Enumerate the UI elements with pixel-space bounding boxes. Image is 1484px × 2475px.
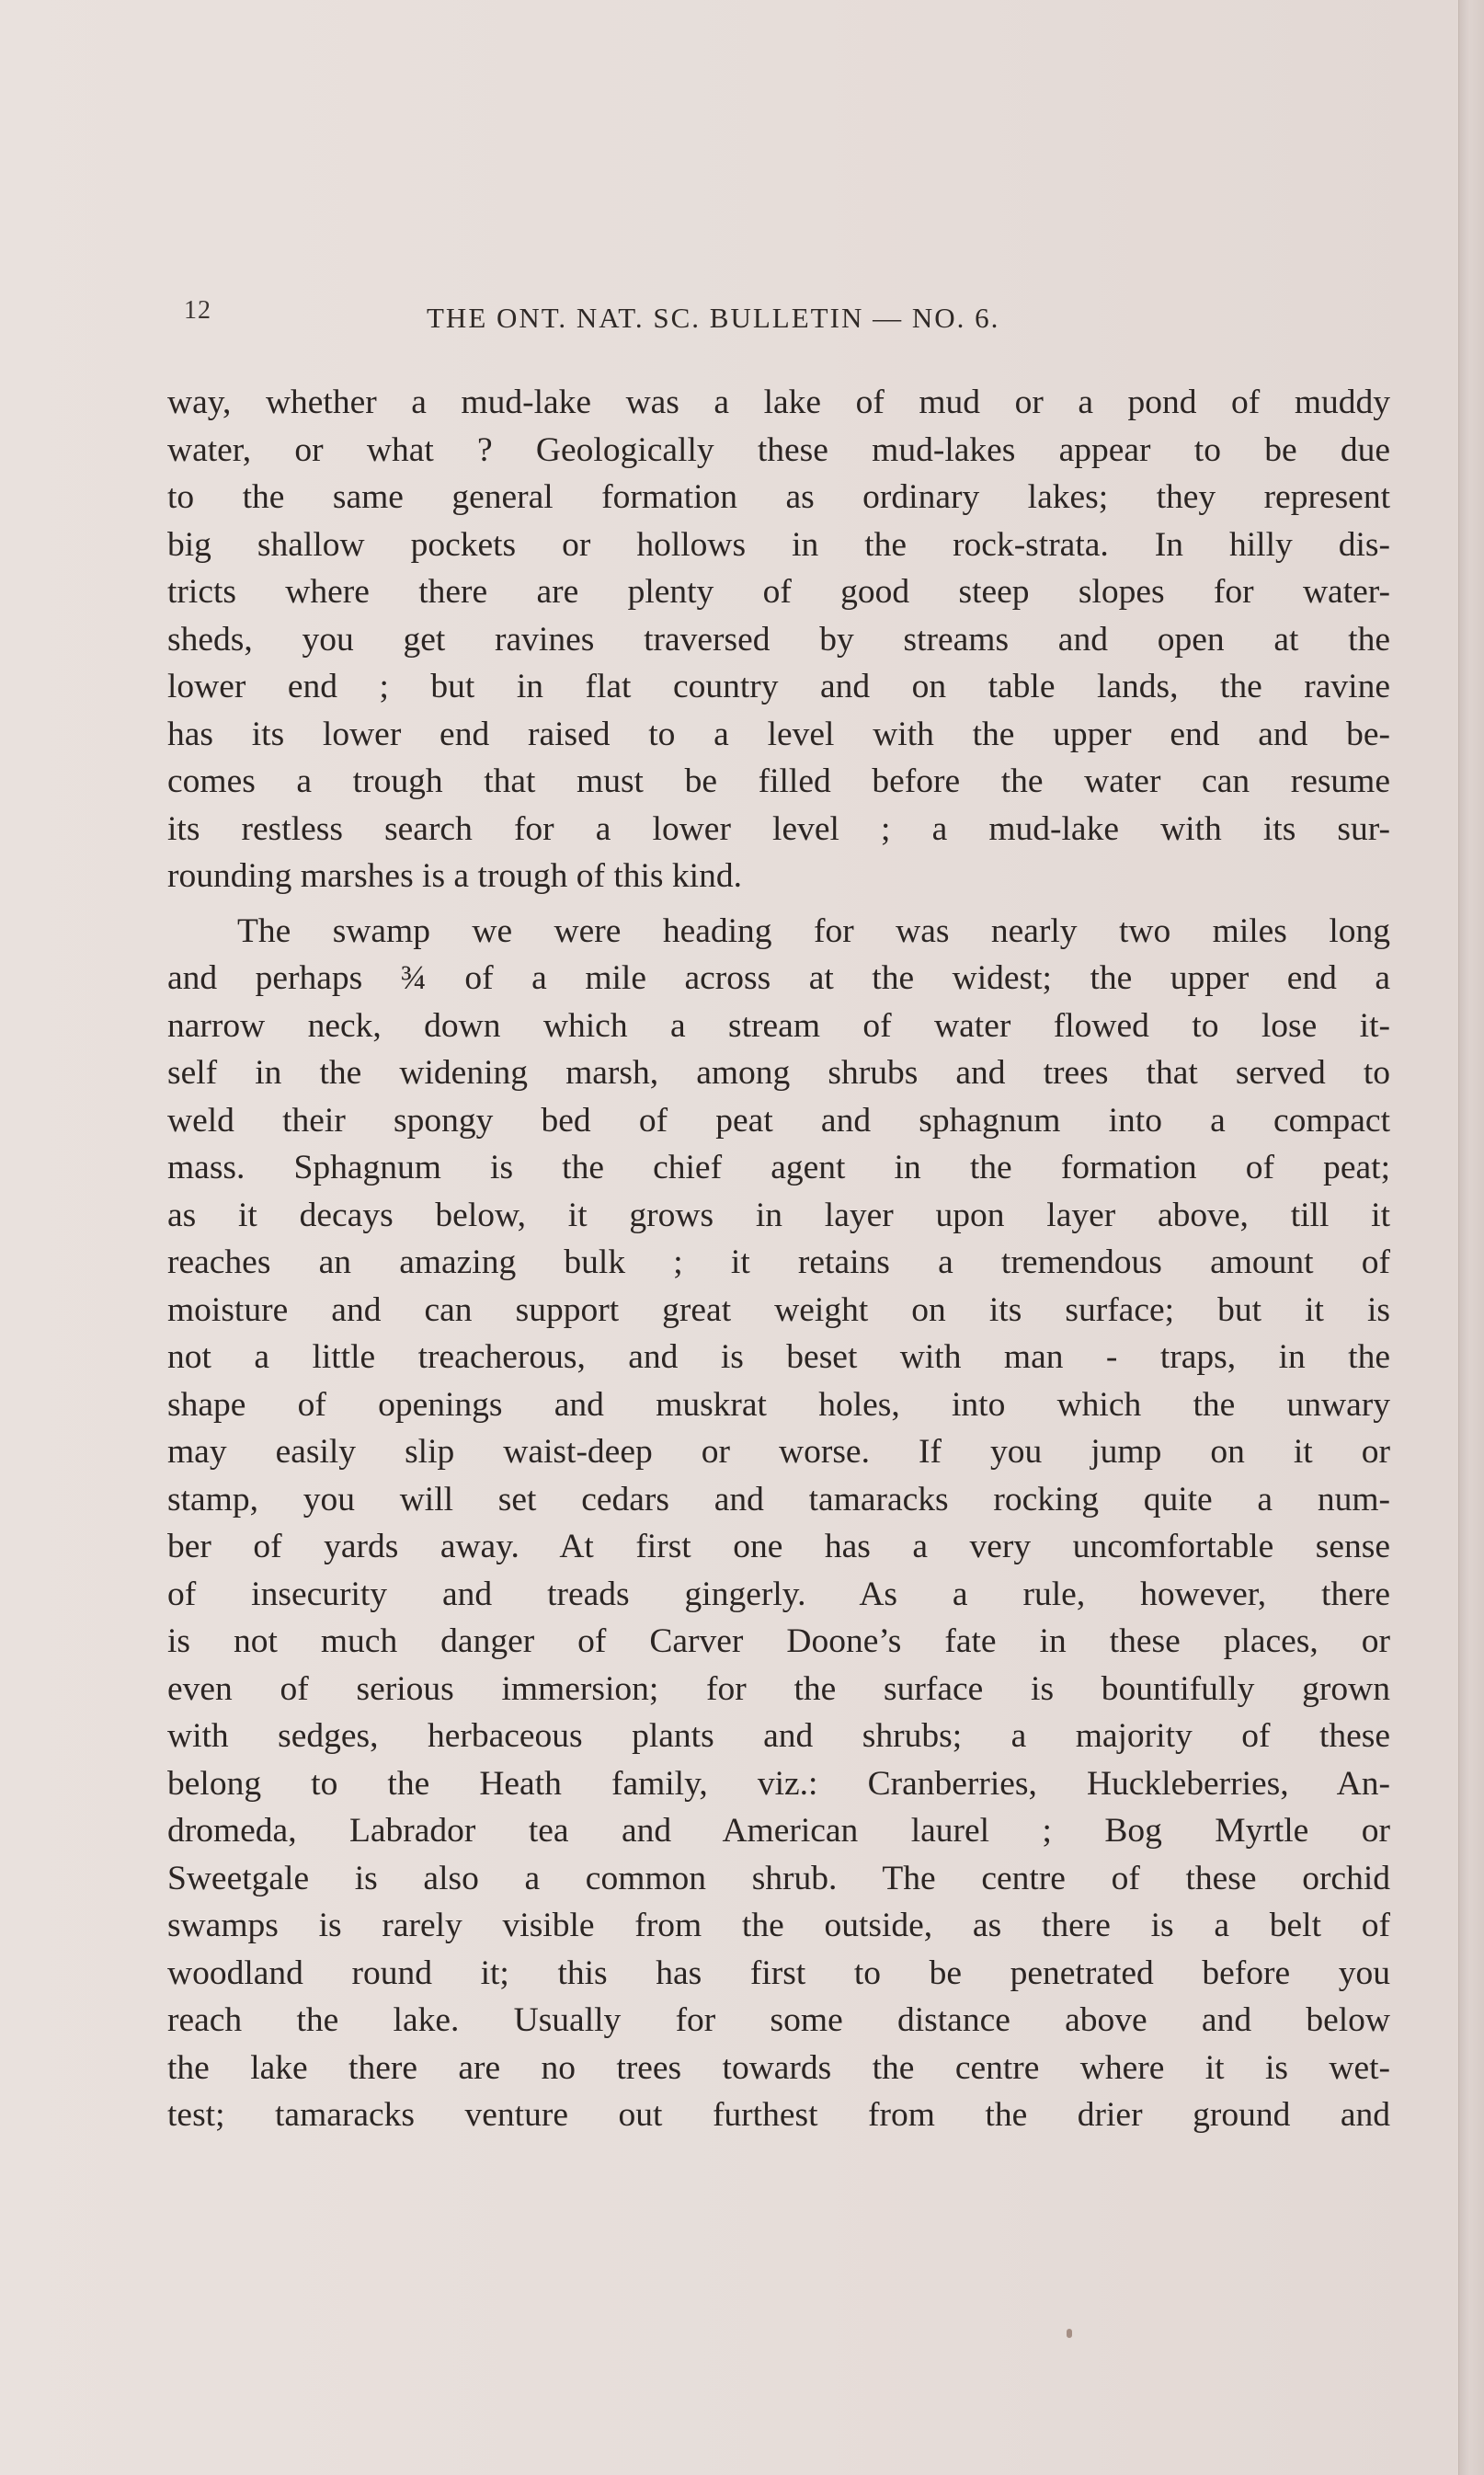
text-line: self in the widening marsh, among shrubs and trees that served to bbox=[167, 1054, 1390, 1092]
text-line: weld their spongy bed of peat and sphagnum into a compact bbox=[167, 1101, 1390, 1140]
text-line: may easily slip waist-deep or worse. If you jump on it or bbox=[167, 1433, 1390, 1471]
running-head bbox=[184, 296, 1159, 342]
text-line: mass. Sphagnum is the chief agent in the formation of peat; bbox=[167, 1149, 1390, 1186]
paragraph-2 bbox=[167, 908, 1390, 2139]
text-line: stamp, you will set cedars and tamaracks rocking quite a num- bbox=[167, 1480, 1390, 1518]
page-edge bbox=[1458, 0, 1484, 2475]
text-line: ber of yards away. At first one has a very uncomfortable sense bbox=[167, 1528, 1390, 1565]
ink-speck bbox=[1067, 2329, 1072, 2338]
paragraph-gap bbox=[167, 900, 1390, 908]
text-line: way, whether a mud-lake was a lake of mud or a pond of muddy bbox=[167, 384, 1390, 421]
body-text bbox=[167, 379, 1390, 2139]
text-line: moisture and can support great weight on its surface; but it is bbox=[167, 1290, 1390, 1329]
text-line: and perhaps ¾ of a mile across at the widest; the upper end a bbox=[167, 959, 1390, 997]
text-line: even of serious immersion; for the surface is bountifully grown bbox=[167, 1669, 1390, 1708]
text-line: has its lower end raised to a level with the upper end and be- bbox=[167, 715, 1390, 753]
text-line: not a little treacherous, and is beset with man - traps, in the bbox=[167, 1338, 1390, 1376]
text-line: swamps is rarely visible from the outside, as there is a belt of bbox=[167, 1907, 1390, 1944]
text-line: of insecurity and treads gingerly. As a rule, however, there bbox=[167, 1575, 1390, 1613]
text-line: test; tamaracks venture out furthest from the drier ground and bbox=[167, 2096, 1390, 2134]
text-line: as it decays below, it grows in layer upon layer above, till it bbox=[167, 1196, 1390, 1234]
text-line: lower end ; but in flat country and on table lands, the ravine bbox=[167, 668, 1390, 705]
paragraph-1 bbox=[167, 379, 1390, 900]
header-title: THE ONT. NAT. SC. BULLETIN — NO. 6. bbox=[427, 302, 1000, 334]
text-line: rounding marshes is a trough of this kind. bbox=[167, 857, 742, 895]
page-number: 12 bbox=[184, 296, 211, 325]
text-line: water, or what ? Geologically these mud-lakes appear to be due bbox=[167, 430, 1390, 469]
text-line: woodland round it; this has first to be penetrated before you bbox=[167, 1954, 1390, 1992]
text-line: reaches an amazing bulk ; it retains a tremendous amount of bbox=[167, 1243, 1390, 1281]
text-line: reach the lake. Usually for some distance above and below bbox=[167, 2001, 1390, 2039]
text-line: narrow neck, down which a stream of water flowed to lose it- bbox=[167, 1006, 1390, 1045]
text-line: tricts where there are plenty of good steep slopes for water- bbox=[167, 573, 1390, 611]
text-line: Sweetgale is also a common shrub. The centre of these orchid bbox=[167, 1859, 1390, 1897]
text-line: belong to the Heath family, viz.: Cranberries, Huckleberries, An- bbox=[167, 1764, 1390, 1803]
text-line: The swamp we were heading for was nearly two miles long bbox=[237, 911, 1390, 950]
text-line: with sedges, herbaceous plants and shrubs; a majority of these bbox=[167, 1717, 1390, 1755]
text-line: big shallow pockets or hollows in the rock-strata. In hilly dis- bbox=[167, 525, 1390, 564]
text-line: dromeda, Labrador tea and American laurel ; Bog Myrtle or bbox=[167, 1812, 1390, 1850]
text-line: the lake there are no trees towards the centre where it is wet- bbox=[167, 2048, 1390, 2087]
text-line: its restless search for a lower level ; a mud-lake with its sur- bbox=[167, 809, 1390, 848]
text-line: to the same general formation as ordinary lakes; they represent bbox=[167, 478, 1390, 516]
text-line: comes a trough that must be filled before the water can resume bbox=[167, 762, 1390, 800]
text-line: sheds, you get ravines traversed by streams and open at the bbox=[167, 620, 1390, 659]
text-line: is not much danger of Carver Doone’s fate in these places, or bbox=[167, 1622, 1390, 1660]
text-line: shape of openings and muskrat holes, into which the unwary bbox=[167, 1385, 1390, 1424]
